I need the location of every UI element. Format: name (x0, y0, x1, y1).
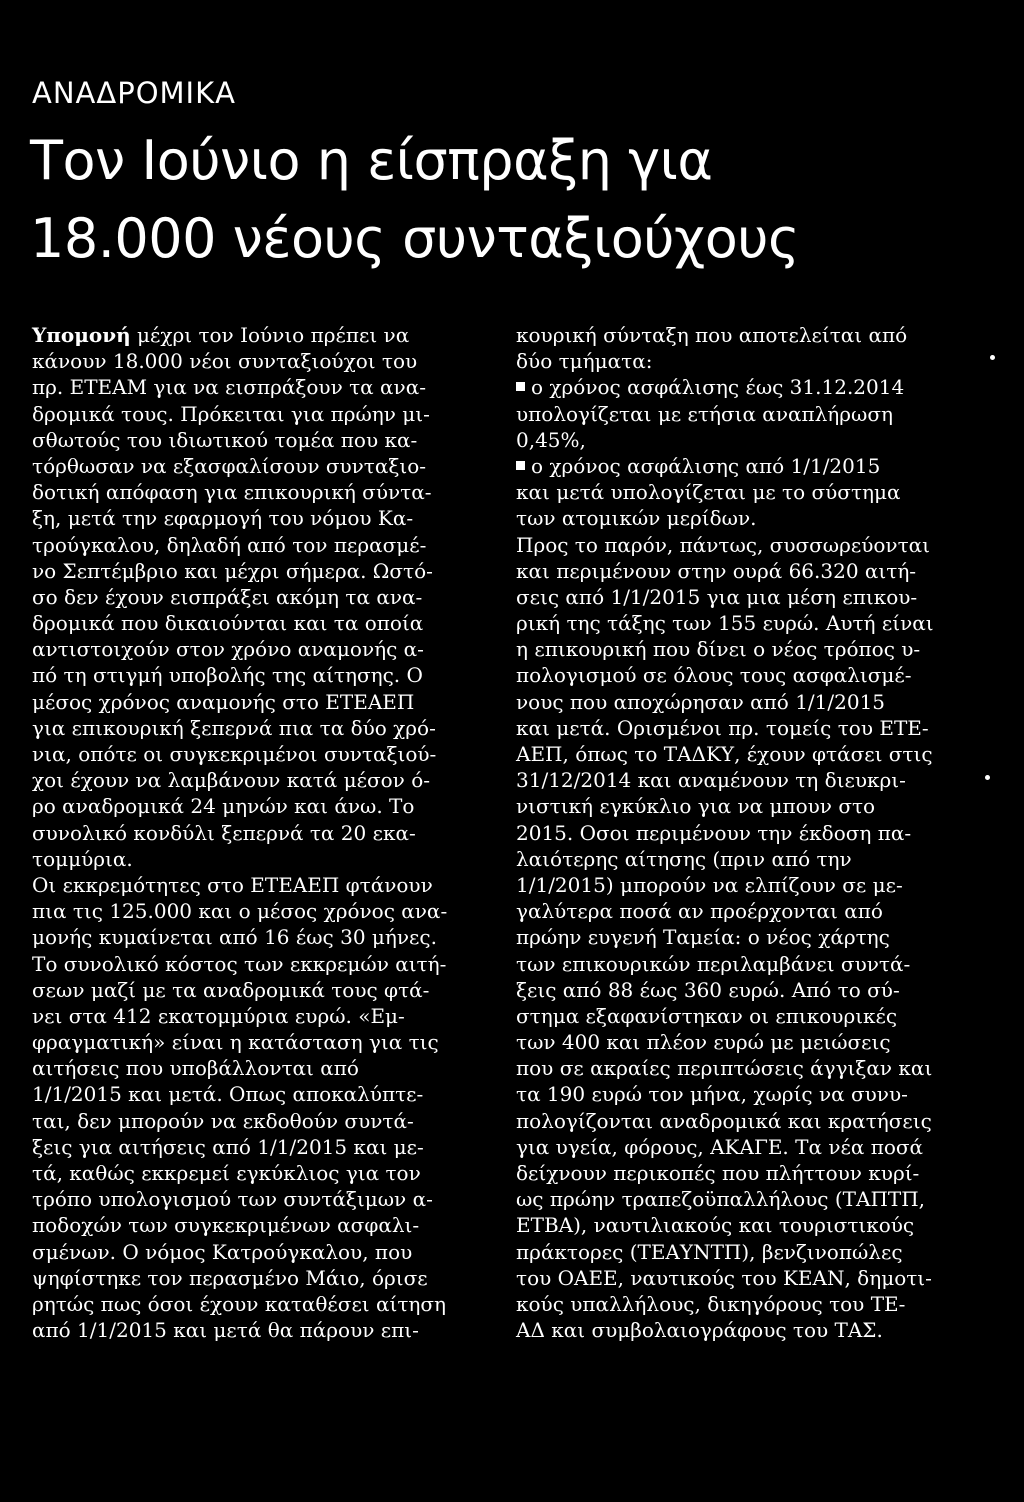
body-line (516, 924, 961, 950)
body-line-text: χοι έχουν να λαμβάνουν κατά μέσον ό- (32, 768, 430, 793)
body-line (32, 977, 482, 1003)
margin-dot (985, 775, 990, 780)
body-line (516, 1134, 961, 1160)
body-line-text: ξεις από 88 έως 360 ευρώ. Από το σύ- (516, 977, 900, 1002)
bullet-square-icon (516, 382, 525, 391)
body-line (32, 636, 482, 662)
body-line (516, 715, 961, 741)
body-line-text: σεις από 1/1/2015 για μια μέση επικου- (516, 584, 918, 609)
body-line-text: του ΟΑΕΕ, ναυτικούς του ΚΕΑΝ, δημοτι- (516, 1265, 932, 1290)
body-line-text: νο Σεπτέμβριο και μέχρι σήμερα. Ωστό- (32, 558, 433, 583)
body-line-text: πρ. ΕΤΕΑΜ για να εισπράξουν τα ανα- (32, 375, 426, 400)
body-line (32, 1239, 482, 1265)
body-line-text: αντιστοιχούν στον χρόνο αναμονής α- (32, 637, 424, 662)
body-line-text: αιτήσεις που υποβάλλονται από (32, 1056, 359, 1081)
body-line-text: δοτική απόφαση για επικουρική σύντα- (32, 480, 432, 505)
body-line (32, 767, 482, 793)
body-line-text: τόρθωσαν να εξασφαλίσουν συνταξιο- (32, 453, 427, 478)
body-line (32, 584, 482, 610)
body-line-text: τομμύρια. (32, 846, 133, 871)
body-line-text: Οι εκκρεμότητες στο ΕΤΕΑΕΠ φτάνουν (32, 872, 433, 897)
body-line (32, 505, 482, 531)
body-line (516, 348, 961, 374)
body-line-text: και μετά υπολογίζεται με το σύστημα (516, 480, 901, 505)
body-line (516, 1081, 961, 1107)
body-line (516, 1055, 961, 1081)
body-line-text: δύο τμήματα: (516, 349, 653, 374)
body-line-text: ΕΤΒΑ), ναυτιλιακούς και τουριστικούς (516, 1213, 915, 1238)
body-line-text: ψηφίστηκε τον περασμένο Μάιο, όρισε (32, 1265, 428, 1290)
body-line-text: σμένων. Ο νόμος Κατρούγκαλου, που (32, 1239, 413, 1264)
body-line (516, 767, 961, 793)
body-line-text: δείχνουν περικοπές που πλήττουν κυρί- (516, 1161, 920, 1185)
body-line (516, 793, 961, 819)
body-line-text: τα 190 ευρώ τον μήνα, χωρίς να συνυ- (516, 1082, 908, 1107)
body-line-text: φραγματική» είναι η κατάσταση για τις (32, 1030, 439, 1055)
lead-word: Υπομονή (32, 323, 131, 347)
body-line-text: Το συνολικό κόστος των εκκρεμών αιτή- (32, 951, 447, 976)
body-line-text: υπολογίζεται με ετήσια αναπλήρωση (516, 401, 893, 426)
body-line (516, 1212, 961, 1238)
body-line-text: πό τη στιγμή υποβολής της αίτησης. Ο (32, 663, 423, 688)
body-line-text: στημα εξαφανίστηκαν οι επικουρικές (516, 1003, 898, 1028)
body-line (516, 662, 961, 688)
body-line (516, 558, 961, 584)
body-line-text: πολογισμού σε όλους τους ασφαλισμέ- (516, 663, 912, 688)
body-line (516, 636, 961, 662)
body-line (32, 951, 482, 977)
body-line (32, 1265, 482, 1291)
body-line (32, 558, 482, 584)
body-line (516, 1003, 961, 1029)
body-line (516, 977, 961, 1003)
body-line-text: για υγεία, φόρους, ΑΚΑΓΕ. Τα νέα ποσά (516, 1134, 924, 1159)
body-line (516, 1108, 961, 1134)
body-line-text: 1/1/2015) μπορούν να ελπίζουν σε με- (516, 872, 903, 897)
body-line (32, 1317, 482, 1343)
body-line (32, 846, 482, 872)
body-line-text: συνολικό κονδύλι ξεπερνά τα 20 εκα- (32, 820, 416, 845)
body-line-text: νει στα 412 εκατομμύρια ευρώ. «Εμ- (32, 1003, 405, 1028)
body-line-text: ται, δεν μπορούν να εκδοθούν συντά- (32, 1108, 414, 1133)
body-line-text: πράκτορες (ΤΕΑΥΝΤΠ), βενζινοπώλες (516, 1239, 903, 1264)
body-line-text: πολογίζονται αναδρομικά και κρατήσεις (516, 1108, 932, 1133)
body-line (516, 846, 961, 872)
body-line (516, 1029, 961, 1055)
body-line-text: μονής κυμαίνεται από 16 έως 30 μήνες. (32, 925, 437, 950)
body-line (32, 820, 482, 846)
body-line-text: 1/1/2015 και μετά. Οπως αποκαλύπτε- (32, 1082, 424, 1107)
body-line-text: ρητώς πως όσοι έχουν καταθέσει αίτηση (32, 1291, 447, 1316)
body-line (32, 427, 482, 453)
body-line-text: δρομικά τους. Πρόκειται για πρώην μι- (32, 401, 430, 426)
body-line-text: που σε ακραίες περιπτώσεις άγγιξαν και (516, 1056, 933, 1081)
body-line (516, 322, 961, 348)
body-line-text: και μετά. Ορισμένοι πρ. τομείς του ΕΤΕ- (516, 715, 929, 740)
body-line-text: κουρική σύνταξη που αποτελείται από (516, 323, 908, 347)
body-line (32, 1160, 482, 1186)
body-column-left (32, 322, 482, 1343)
body-line (32, 348, 482, 374)
body-line-text: η επικουρική που δίνει ο νέος τρόπος υ- (516, 637, 921, 662)
body-line-text: ρο αναδρομικά 24 μηνών και άνω. Το (32, 794, 415, 819)
body-line-text: από 1/1/2015 και μετά θα πάρουν επι- (32, 1318, 419, 1343)
body-line (516, 584, 961, 610)
headline-line-2: 18.000 νέους συνταξιούχους (30, 207, 800, 270)
headline (30, 122, 1010, 278)
body-line (32, 741, 482, 767)
body-line-text: ο χρόνος ασφάλισης από 1/1/2015 (531, 453, 881, 478)
body-line-text: σο δεν έχουν εισπράξει ακόμη τα ανα- (32, 584, 423, 609)
body-line (32, 715, 482, 741)
body-line (32, 532, 482, 558)
body-line-text: 31/12/2014 και αναμένουν τη διευκρι- (516, 768, 906, 793)
body-line-text: δρομικά που δικαιούνται και τα οποία (32, 611, 424, 636)
body-line-text: των 400 και πλέον ευρώ με μειώσεις (516, 1030, 891, 1055)
body-line-text: και περιμένουν στην ουρά 66.320 αιτή- (516, 558, 917, 583)
body-line-text: τά, καθώς εκκρεμεί εγκύκλιος για τον (32, 1161, 421, 1185)
body-line (516, 898, 961, 924)
body-line (516, 1239, 961, 1265)
body-column-right (516, 322, 961, 1343)
body-line-text: ΑΔ και συμβολαιογράφους του ΤΑΣ. (516, 1318, 883, 1343)
body-line (516, 401, 961, 427)
body-line-text: πια τις 125.000 και ο μέσος χρόνος ανα- (32, 899, 448, 924)
body-line (32, 1029, 482, 1055)
body-line (32, 322, 482, 348)
bullet-square-icon (516, 461, 525, 470)
body-line (516, 741, 961, 767)
body-line-text: 2015. Οσοι περιμένουν την έκδοση πα- (516, 820, 912, 845)
body-line (516, 951, 961, 977)
body-line-text: ως πρώην τραπεζοϋπαλλήλους (ΤΑΠΤΠ, (516, 1187, 926, 1212)
headline-line-1: Τον Ιούνιο η είσπραξη για (30, 129, 713, 192)
body-line (32, 872, 482, 898)
body-line-text: κούς υπαλλήλους, δικηγόρους του ΤΕ- (516, 1291, 906, 1316)
body-line (32, 689, 482, 715)
body-line (516, 505, 961, 531)
body-line (516, 820, 961, 846)
margin-dot (990, 355, 995, 360)
body-line (32, 1055, 482, 1081)
body-line-text: νια, οπότε οι συγκεκριμένοι συνταξιού- (32, 742, 437, 766)
body-line-text: των ατομικών μερίδων. (516, 506, 757, 531)
body-line (32, 453, 482, 479)
body-line (32, 1291, 482, 1317)
body-line-text: σθωτούς του ιδιωτικού τομέα που κα- (32, 427, 418, 452)
body-line (516, 453, 961, 479)
body-line (516, 374, 961, 400)
body-line-text: των επικουρικών περιλαμβάνει συντά- (516, 951, 911, 976)
body-line (32, 1212, 482, 1238)
body-line (516, 479, 961, 505)
body-line (32, 1186, 482, 1212)
body-line (516, 1265, 961, 1291)
body-line-text: πρώην ευγενή Ταμεία: ο νέος χάρτης (516, 925, 890, 950)
body-line-text: ξεις για αιτήσεις από 1/1/2015 και με- (32, 1134, 424, 1159)
body-line-text: τρόπο υπολογισμού των συντάξιμων α- (32, 1187, 433, 1212)
body-line-text: 0,45%, (516, 427, 586, 452)
body-line (32, 1134, 482, 1160)
body-line (516, 1160, 961, 1186)
section-kicker: ΑΝΑΔΡΟΜΙΚΑ (32, 76, 236, 110)
body-line-text: κάνουν 18.000 νέοι συνταξιούχοι του (32, 349, 418, 374)
body-line (32, 401, 482, 427)
body-line (32, 1108, 482, 1134)
body-line-text: γαλύτερα ποσά αν προέρχονται από (516, 899, 883, 924)
body-line (32, 793, 482, 819)
body-line (516, 427, 961, 453)
body-line (32, 374, 482, 400)
body-line (32, 610, 482, 636)
body-line (32, 662, 482, 688)
body-line-text: ξη, μετά την εφαρμογή του νόμου Κα- (32, 506, 414, 531)
body-line (32, 1003, 482, 1029)
body-line (516, 1291, 961, 1317)
body-line-text: μέχρι τον Ιούνιο πρέπει να (130, 323, 410, 347)
body-line-text: νους που αποχώρησαν από 1/1/2015 (516, 689, 886, 714)
body-line (32, 898, 482, 924)
body-line-text: ο χρόνος ασφάλισης έως 31.12.2014 (531, 375, 905, 400)
body-line (516, 610, 961, 636)
body-line (516, 1186, 961, 1212)
body-line-text: για επικουρική ξεπερνά πια τα δύο χρό- (32, 715, 436, 740)
body-line (516, 1317, 961, 1343)
body-line-text: μέσος χρόνος αναμονής στο ΕΤΕΑΕΠ (32, 689, 415, 714)
body-line-text: τρούγκαλου, δηλαδή από τον περασμέ- (32, 532, 427, 557)
body-line (32, 924, 482, 950)
body-line-text: ρική της τάξης των 155 ευρώ. Αυτή είναι (516, 611, 934, 636)
body-line-text: σεων μαζί με τα αναδρομικά τους φτά- (32, 977, 430, 1002)
body-line-text: ΑΕΠ, όπως το ΤΑΔΚΥ, έχουν φτάσει στις (516, 742, 933, 766)
body-line (516, 872, 961, 898)
body-line (32, 1081, 482, 1107)
body-line (32, 479, 482, 505)
body-line (516, 532, 961, 558)
body-line-text: νιστική εγκύκλιο για να μπουν στο (516, 794, 876, 819)
body-line-text: ποδοχών των συγκεκριμένων ασφαλι- (32, 1213, 420, 1238)
body-line-text: Προς το παρόν, πάντως, συσσωρεύονται (516, 532, 930, 557)
body-line (516, 689, 961, 715)
body-line-text: λαιότερης αίτησης (πριν από την (516, 846, 852, 871)
